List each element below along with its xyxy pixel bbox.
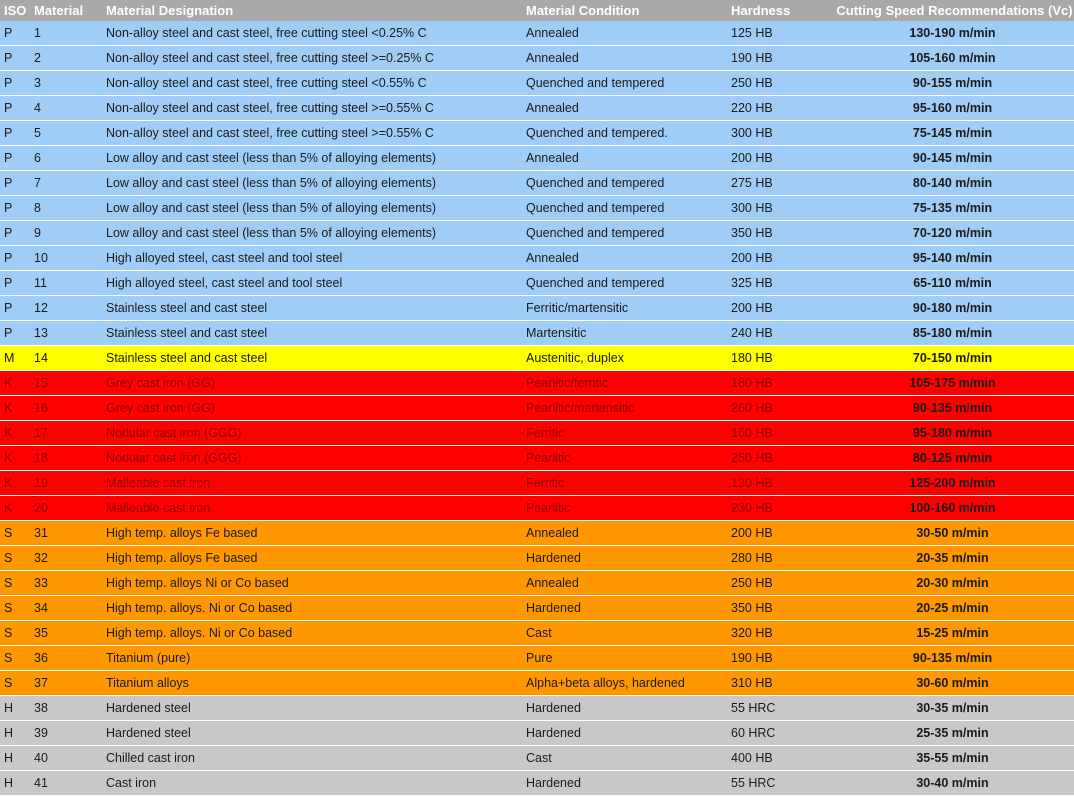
cell-designation: High alloyed steel, cast steel and tool steel — [102, 271, 522, 296]
cell-designation: Grey cast iron (GG) — [102, 396, 522, 421]
cell-designation: High alloyed steel, cast steel and tool steel — [102, 246, 522, 271]
cell-condition: Hardened — [522, 721, 727, 746]
table-row — [0, 71, 1074, 96]
cell-hardness: 200 HB — [727, 296, 831, 321]
cell-iso: P — [0, 246, 30, 271]
table-row — [0, 171, 1074, 196]
table-row — [0, 546, 1074, 571]
header-cutting-speed: Cutting Speed Recommendations (Vc) — [831, 0, 1074, 21]
table-row — [0, 646, 1074, 671]
table-row — [0, 196, 1074, 221]
cell-material: 10 — [30, 246, 102, 271]
cell-material: 18 — [30, 446, 102, 471]
cell-hardness: 200 HB — [727, 521, 831, 546]
cell-material: 34 — [30, 596, 102, 621]
cell-iso: H — [0, 771, 30, 796]
cell-material: 8 — [30, 196, 102, 221]
cell-hardness: 320 HB — [727, 621, 831, 646]
cell-cutting-speed: 105-160 m/min — [831, 46, 1074, 71]
table-row — [0, 221, 1074, 246]
cell-hardness: 240 HB — [727, 321, 831, 346]
cell-iso: S — [0, 621, 30, 646]
cell-material: 3 — [30, 71, 102, 96]
cell-cutting-speed: 35-55 m/min — [831, 746, 1074, 771]
cell-iso: P — [0, 321, 30, 346]
cell-cutting-speed: 95-140 m/min — [831, 246, 1074, 271]
cell-designation: Malleable cast iron — [102, 471, 522, 496]
cell-hardness: 250 HB — [727, 446, 831, 471]
table-row — [0, 571, 1074, 596]
cell-condition: Annealed — [522, 146, 727, 171]
cell-condition: Annealed — [522, 46, 727, 71]
cell-cutting-speed: 30-60 m/min — [831, 671, 1074, 696]
header-material: Material — [30, 0, 102, 21]
cell-designation: High temp. alloys Fe based — [102, 521, 522, 546]
cell-condition: Pure — [522, 646, 727, 671]
cell-iso: P — [0, 296, 30, 321]
cell-condition: Pearlitic — [522, 496, 727, 521]
cell-condition: Austenitic, duplex — [522, 346, 727, 371]
cell-designation: Grey cast iron (GG) — [102, 371, 522, 396]
cell-cutting-speed: 30-35 m/min — [831, 696, 1074, 721]
cell-condition: Annealed — [522, 21, 727, 46]
cell-cutting-speed: 25-35 m/min — [831, 721, 1074, 746]
table-row — [0, 296, 1074, 321]
cell-material: 32 — [30, 546, 102, 571]
cell-iso: H — [0, 696, 30, 721]
cell-designation: Cast iron — [102, 771, 522, 796]
cell-condition: Quenched and tempered — [522, 221, 727, 246]
cell-iso: S — [0, 671, 30, 696]
cell-material: 16 — [30, 396, 102, 421]
header-hardness: Hardness — [727, 0, 831, 21]
cell-iso: K — [0, 471, 30, 496]
cell-designation: High temp. alloys Fe based — [102, 546, 522, 571]
cell-material: 5 — [30, 121, 102, 146]
cell-hardness: 180 HB — [727, 371, 831, 396]
cell-hardness: 280 HB — [727, 546, 831, 571]
cell-condition: Pearlitic/ferritic — [522, 371, 727, 396]
cell-cutting-speed: 90-155 m/min — [831, 71, 1074, 96]
table-header-row — [0, 0, 1074, 21]
cell-hardness: 220 HB — [727, 96, 831, 121]
header-iso: ISO — [0, 0, 30, 21]
table-row — [0, 746, 1074, 771]
cell-hardness: 350 HB — [727, 221, 831, 246]
cell-designation: Stainless steel and cast steel — [102, 346, 522, 371]
cell-material: 15 — [30, 371, 102, 396]
cell-material: 38 — [30, 696, 102, 721]
cell-condition: Pearlitic/martensitic — [522, 396, 727, 421]
cell-designation: Non-alloy steel and cast steel, free cutting steel <0.25% C — [102, 21, 522, 46]
cell-cutting-speed: 85-180 m/min — [831, 321, 1074, 346]
cell-iso: P — [0, 196, 30, 221]
cell-designation: Nodular cast iron (GGG) — [102, 421, 522, 446]
cell-cutting-speed: 70-150 m/min — [831, 346, 1074, 371]
cell-material: 14 — [30, 346, 102, 371]
table-row — [0, 696, 1074, 721]
cell-material: 13 — [30, 321, 102, 346]
cell-designation: Non-alloy steel and cast steel, free cutting steel >=0.25% C — [102, 46, 522, 71]
cell-material: 12 — [30, 296, 102, 321]
cell-iso: S — [0, 596, 30, 621]
table-row — [0, 371, 1074, 396]
cell-iso: P — [0, 171, 30, 196]
header-condition: Material Condition — [522, 0, 727, 21]
cell-hardness: 190 HB — [727, 46, 831, 71]
cell-iso: K — [0, 396, 30, 421]
cell-material: 1 — [30, 21, 102, 46]
cell-designation: Non-alloy steel and cast steel, free cutting steel >=0.55% C — [102, 121, 522, 146]
cell-designation: Non-alloy steel and cast steel, free cutting steel >=0.55% C — [102, 96, 522, 121]
cell-cutting-speed: 125-200 m/min — [831, 471, 1074, 496]
cell-hardness: 55 HRC — [727, 771, 831, 796]
table-row — [0, 521, 1074, 546]
table-row — [0, 96, 1074, 121]
cell-material: 31 — [30, 521, 102, 546]
cell-hardness: 130 HB — [727, 471, 831, 496]
cell-designation: Titanium alloys — [102, 671, 522, 696]
cell-designation: Low alloy and cast steel (less than 5% of alloying elements) — [102, 171, 522, 196]
table-row — [0, 346, 1074, 371]
cell-iso: H — [0, 721, 30, 746]
cell-designation: High temp. alloys. Ni or Co based — [102, 621, 522, 646]
cell-condition: Annealed — [522, 246, 727, 271]
table-row — [0, 721, 1074, 746]
cell-hardness: 200 HB — [727, 246, 831, 271]
cell-hardness: 125 HB — [727, 21, 831, 46]
cell-hardness: 160 HB — [727, 421, 831, 446]
cell-iso: H — [0, 746, 30, 771]
table-row — [0, 421, 1074, 446]
cell-iso: P — [0, 271, 30, 296]
cell-hardness: 190 HB — [727, 646, 831, 671]
cell-cutting-speed: 130-190 m/min — [831, 21, 1074, 46]
cell-condition: Cast — [522, 746, 727, 771]
cell-material: 9 — [30, 221, 102, 246]
cell-designation: Chilled cast iron — [102, 746, 522, 771]
cell-condition: Hardened — [522, 596, 727, 621]
cell-iso: K — [0, 421, 30, 446]
cell-cutting-speed: 90-180 m/min — [831, 296, 1074, 321]
cell-designation: Malleable cast iron — [102, 496, 522, 521]
table-row — [0, 496, 1074, 521]
table-body — [0, 21, 1074, 796]
cell-condition: Quenched and tempered. — [522, 121, 727, 146]
cell-cutting-speed: 90-135 m/min — [831, 396, 1074, 421]
cell-cutting-speed: 90-145 m/min — [831, 146, 1074, 171]
table-row — [0, 121, 1074, 146]
cell-iso: P — [0, 221, 30, 246]
cell-designation: Stainless steel and cast steel — [102, 296, 522, 321]
cell-condition: Hardened — [522, 771, 727, 796]
cell-cutting-speed: 30-40 m/min — [831, 771, 1074, 796]
cell-material: 7 — [30, 171, 102, 196]
cell-material: 4 — [30, 96, 102, 121]
cell-designation: Low alloy and cast steel (less than 5% of alloying elements) — [102, 196, 522, 221]
cell-iso: S — [0, 646, 30, 671]
table-row — [0, 271, 1074, 296]
cell-condition: Ferritic — [522, 471, 727, 496]
cell-cutting-speed: 75-135 m/min — [831, 196, 1074, 221]
cell-designation: Hardened steel — [102, 696, 522, 721]
cell-designation: Low alloy and cast steel (less than 5% of alloying elements) — [102, 146, 522, 171]
table-row — [0, 596, 1074, 621]
cell-hardness: 60 HRC — [727, 721, 831, 746]
cell-hardness: 275 HB — [727, 171, 831, 196]
cell-hardness: 310 HB — [727, 671, 831, 696]
cell-condition: Ferritic/martensitic — [522, 296, 727, 321]
cell-hardness: 55 HRC — [727, 696, 831, 721]
cell-cutting-speed: 95-160 m/min — [831, 96, 1074, 121]
cell-condition: Quenched and tempered — [522, 171, 727, 196]
cell-hardness: 325 HB — [727, 271, 831, 296]
table-row — [0, 621, 1074, 646]
cell-condition: Annealed — [522, 521, 727, 546]
cell-cutting-speed: 90-135 m/min — [831, 646, 1074, 671]
cell-cutting-speed: 75-145 m/min — [831, 121, 1074, 146]
cell-designation: Stainless steel and cast steel — [102, 321, 522, 346]
cell-iso: K — [0, 371, 30, 396]
cell-designation: Nodular cast iron (GGG) — [102, 446, 522, 471]
cell-material: 37 — [30, 671, 102, 696]
cell-material: 17 — [30, 421, 102, 446]
header-designation: Material Designation — [102, 0, 522, 21]
cell-material: 19 — [30, 471, 102, 496]
cell-hardness: 260 HB — [727, 396, 831, 421]
cell-iso: P — [0, 71, 30, 96]
cell-cutting-speed: 65-110 m/min — [831, 271, 1074, 296]
cell-cutting-speed: 80-125 m/min — [831, 446, 1074, 471]
cell-cutting-speed: 15-25 m/min — [831, 621, 1074, 646]
cell-cutting-speed: 20-25 m/min — [831, 596, 1074, 621]
table-row — [0, 21, 1074, 46]
cell-hardness: 300 HB — [727, 196, 831, 221]
cell-material: 36 — [30, 646, 102, 671]
table-row — [0, 46, 1074, 71]
cell-condition: Pearlitic — [522, 446, 727, 471]
cell-hardness: 250 HB — [727, 571, 831, 596]
cell-designation: Hardened steel — [102, 721, 522, 746]
cell-hardness: 400 HB — [727, 746, 831, 771]
cell-cutting-speed: 100-160 m/min — [831, 496, 1074, 521]
table-row — [0, 771, 1074, 796]
cell-hardness: 250 HB — [727, 71, 831, 96]
cell-condition: Quenched and tempered — [522, 71, 727, 96]
cell-designation: Non-alloy steel and cast steel, free cutting steel <0.55% C — [102, 71, 522, 96]
table-row — [0, 396, 1074, 421]
cell-iso: P — [0, 121, 30, 146]
cell-cutting-speed: 80-140 m/min — [831, 171, 1074, 196]
cell-cutting-speed: 20-35 m/min — [831, 546, 1074, 571]
cell-iso: S — [0, 546, 30, 571]
cell-designation: High temp. alloys Ni or Co based — [102, 571, 522, 596]
cell-material: 41 — [30, 771, 102, 796]
cell-iso: S — [0, 521, 30, 546]
cell-material: 33 — [30, 571, 102, 596]
cell-material: 11 — [30, 271, 102, 296]
table-row — [0, 671, 1074, 696]
cell-cutting-speed: 70-120 m/min — [831, 221, 1074, 246]
cell-material: 35 — [30, 621, 102, 646]
cell-material: 20 — [30, 496, 102, 521]
cell-material: 40 — [30, 746, 102, 771]
cell-cutting-speed: 105-175 m/min — [831, 371, 1074, 396]
table-row — [0, 471, 1074, 496]
cell-cutting-speed: 30-50 m/min — [831, 521, 1074, 546]
cell-designation: Low alloy and cast steel (less than 5% of alloying elements) — [102, 221, 522, 246]
cell-iso: P — [0, 146, 30, 171]
cell-material: 2 — [30, 46, 102, 71]
cell-condition: Alpha+beta alloys, hardened — [522, 671, 727, 696]
cell-iso: P — [0, 46, 30, 71]
cell-designation: High temp. alloys. Ni or Co based — [102, 596, 522, 621]
cell-hardness: 350 HB — [727, 596, 831, 621]
cell-iso: P — [0, 96, 30, 121]
cell-condition: Annealed — [522, 571, 727, 596]
cell-iso: K — [0, 496, 30, 521]
cell-material: 6 — [30, 146, 102, 171]
cell-condition: Ferritic — [522, 421, 727, 446]
cell-material: 39 — [30, 721, 102, 746]
cell-cutting-speed: 20-30 m/min — [831, 571, 1074, 596]
table-row — [0, 246, 1074, 271]
table-row — [0, 321, 1074, 346]
cell-hardness: 200 HB — [727, 146, 831, 171]
cell-condition: Martensitic — [522, 321, 727, 346]
cell-condition: Hardened — [522, 696, 727, 721]
cell-cutting-speed: 95-180 m/min — [831, 421, 1074, 446]
cell-designation: Titanium (pure) — [102, 646, 522, 671]
cell-iso: S — [0, 571, 30, 596]
cell-condition: Cast — [522, 621, 727, 646]
cell-hardness: 300 HB — [727, 121, 831, 146]
cell-condition: Annealed — [522, 96, 727, 121]
table-row — [0, 446, 1074, 471]
cell-hardness: 180 HB — [727, 346, 831, 371]
cell-condition: Quenched and tempered — [522, 271, 727, 296]
cell-iso: M — [0, 346, 30, 371]
cell-hardness: 230 HB — [727, 496, 831, 521]
table-row — [0, 146, 1074, 171]
cell-iso: K — [0, 446, 30, 471]
cell-condition: Quenched and tempered — [522, 196, 727, 221]
cell-iso: P — [0, 21, 30, 46]
cell-condition: Hardened — [522, 546, 727, 571]
